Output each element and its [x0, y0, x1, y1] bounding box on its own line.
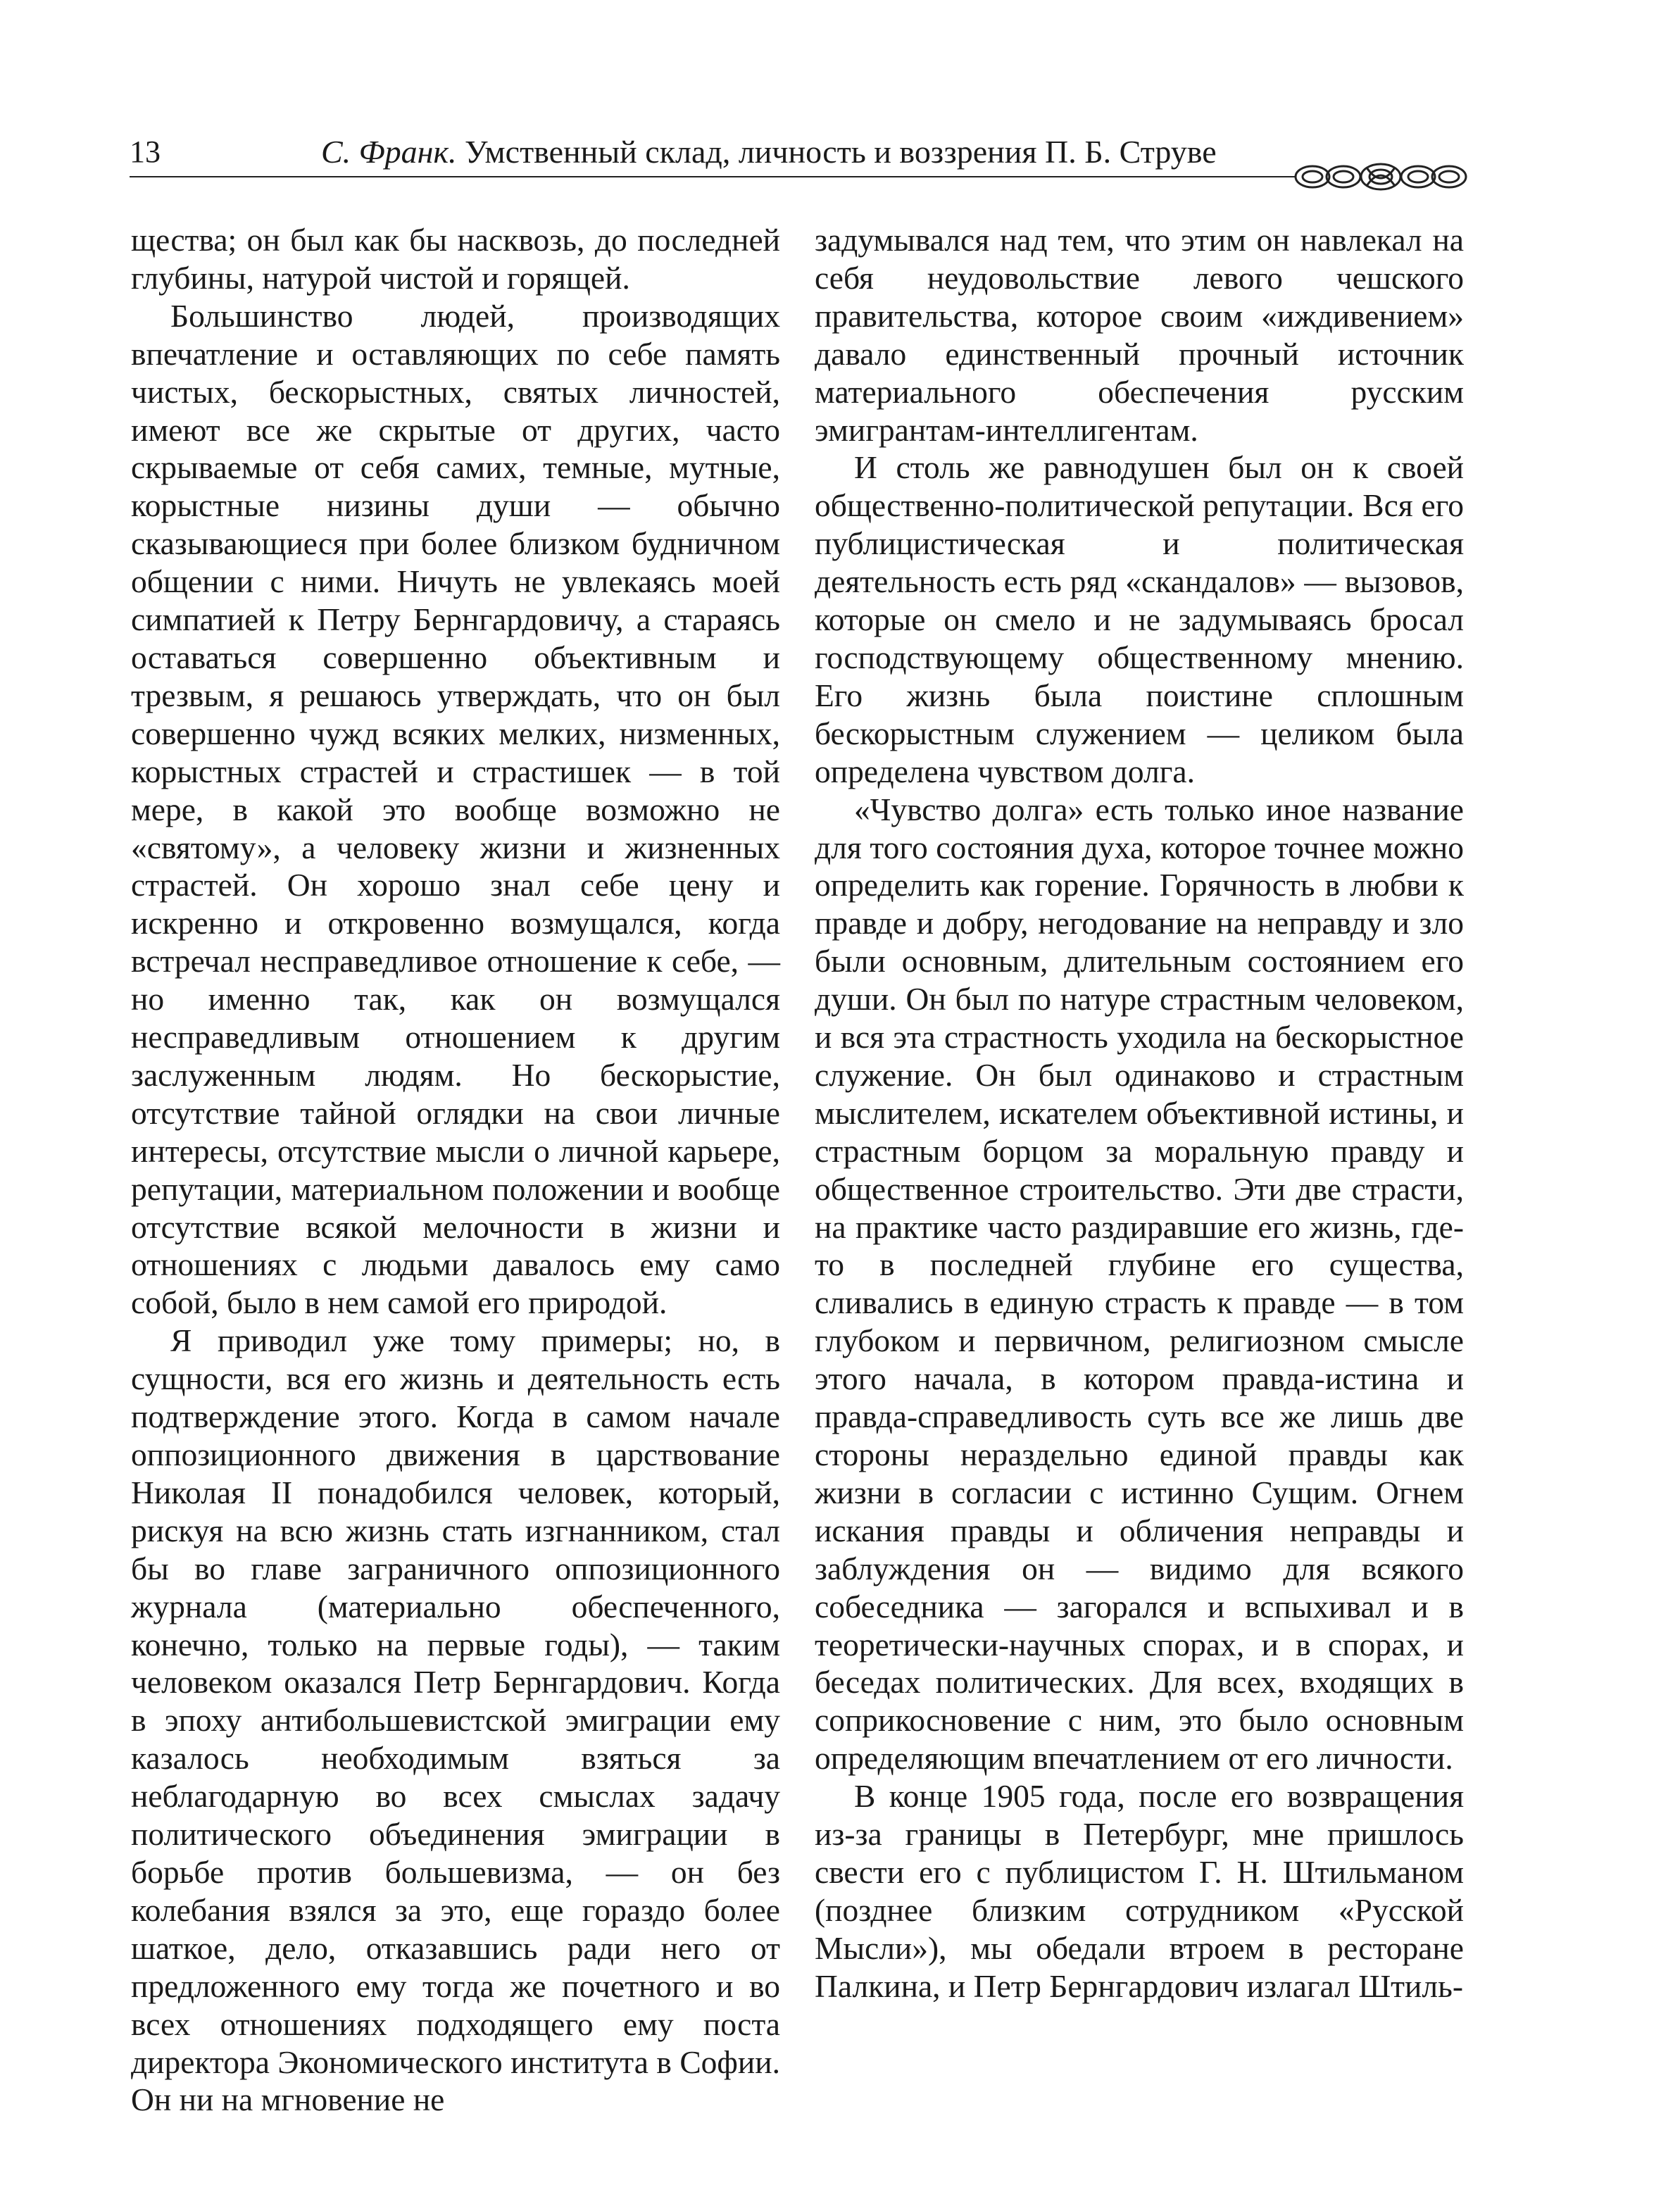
paragraph: щества; он был как бы насквозь, до последней глубины, натурой чистой и горящей. [131, 222, 780, 296]
right-column [815, 221, 1464, 2005]
paragraph: И столь же равнодушен был он к своей общественно-политической репутации. Вся его публицистическая и политическая деятельность есть ряд «скандалов» — вызовов, которые он смело и не задумываясь бросал господствующему общественному мнению. Его жизнь была поистине сплошным бескорыстным служением — целиком была определена чувством долга. [815, 449, 1464, 789]
paragraph: «Чувство долга» есть только иное название для того состояния духа, которое точнее можно определить как горение. Горячность в любви к правде и добру, негодование на неправду и зло были основным, длительным состоянием его души. Он был по натуре страстным человеком, и вся эта страстность уходила на бескорыстное служение. Он был одинаково и страстным мыслителем, искателем объективной истины, и страстным борцом за моральную правду и общественное строительство. Эти две страсти, на практике часто раздиравшие его жизнь, где-то в последней глубине его существа, сливались в единую страсть к правде — в том глубоком и первичном, религиозном смысле этого начала, в котором правда-истина и правда-справедливость суть все же лишь две стороны нераздельно единой правды как жизни в согласии с истинно Сущим. Огнем искания правды и обличения неправды и заблуждения он — видимо для всякого собеседника — загорался и вспыхивал и в теоретически-научных спорах, и в спорах, и беседах политических. Для всех, входящих в соприкосновение с ним, это было основным определяющим впечатлением от его личности. [815, 791, 1464, 1777]
header-rule [130, 176, 1296, 177]
left-column [131, 221, 780, 2119]
celtic-knot-ornament-icon [1293, 161, 1469, 193]
running-title [321, 132, 1217, 172]
paragraph: В конце 1905 года, после его возвращения из-за границы в Петербург, мне пришлось свести его с публицистом Г. Н. Штильманом (позднее близким сотрудником «Русской Мысли»), мы обедали втроем в ресторане Палкина, и Петр Бернгардович излагал Штиль- [815, 1778, 1464, 2004]
paragraph: задумывался над тем, что этим он навлекал на себя неудовольствие левого чешского правительства, которое своим «иждивением» давало единственный прочный источник материального обеспечения русским эмигрантам-интеллигентам. [815, 222, 1464, 448]
article-title: Умственный склад, личность и воззрения П. Б. Струве [465, 134, 1217, 170]
author-name: С. Франк. [321, 134, 457, 170]
paragraph: Я приводил уже тому примеры; но, в сущности, вся его жизнь и деятельность есть подтверждение этого. Когда в самом начале оппозиционного движения в царствование Николая II понадобился человек, который, рискуя на всю жизнь стать изгнанником, стал бы во главе заграничного оппозиционного журнала (материально обеспеченного, конечно, только на первые годы), — таким человеком оказался Петр Бернгардович. Когда в эпоху антибольшевистской эмиграции ему казалось необходимым взяться за неблагодарную во всех смыслах задачу политического объединения эмиграции в борьбе против большевизма, — он без колебания взялся за это, еще гораздо более шаткое, дело, отказавшись ради него от предложенного ему тогда же почетного и во всех отношениях подходящего ему поста директора Экономического института в Софии. Он ни на мгновение не [131, 1322, 780, 2118]
page-header [130, 132, 1465, 175]
page-number: 13 [130, 134, 161, 169]
paragraph: Большинство людей, производящих впечатление и оставляющих по себе память чистых, бескорыстных, святых личностей, имеют все же скрытые от других, часто скрываемые от себя самих, темные, мутные, корыстные низины души — обычно сказывающиеся при более близком будничном общении с ними. Ничуть не увлекаясь моей симпатией к Петру Бернгардовичу, а стараясь оставаться совершенно объективным и трезвым, я решаюсь утверждать, что он был совершенно чужд всяких мелких, низменных, корыстных страстей и страстишек — в той мере, в какой это вообще возможно не «святому», а человеку жизни и жизненных страстей. Он хорошо знал себе цену и искренно и откровенно возмущался, когда встречал несправедливое отношение к себе, — но именно так, как он возмущался несправедливым отношением к другим заслуженным людям. Но бескорыстие, отсутствие тайной оглядки на свои личные интересы, отсутствие мысли о личной карьере, репутации, материальном положении и вообще отсутствие всякой мелочности в жизни и отношениях с людьми давалось ему само собой, было в нем самой его природой. [131, 297, 780, 1321]
